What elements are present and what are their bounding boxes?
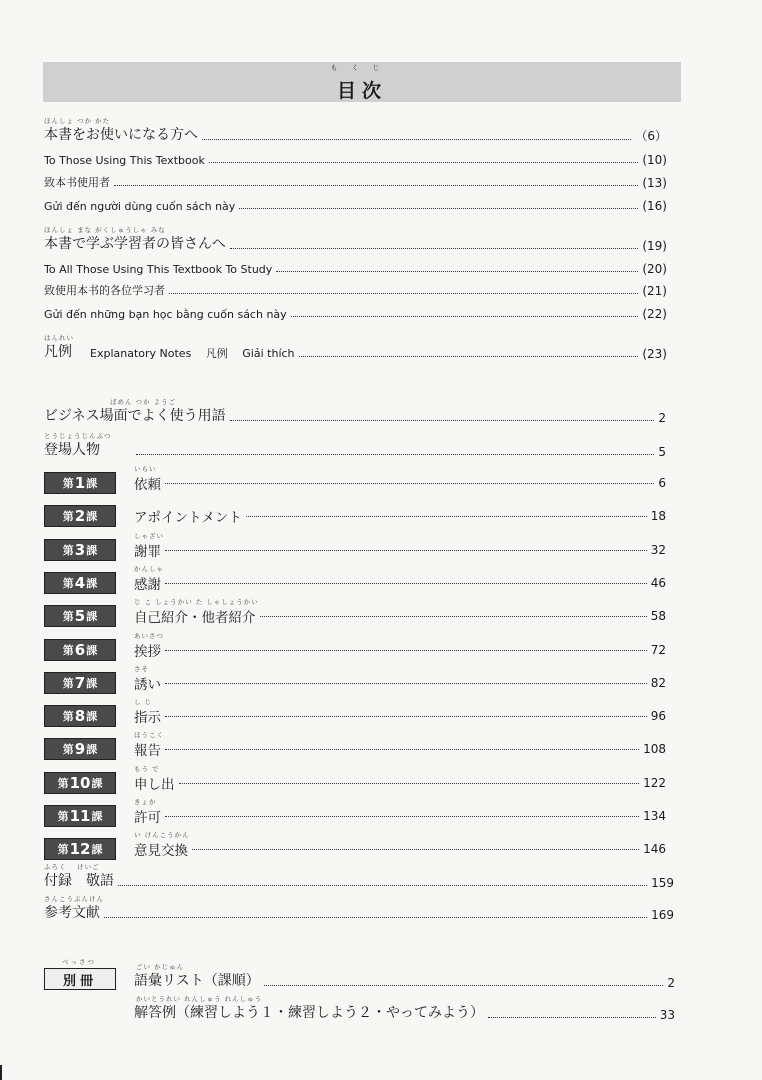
leader-dots [246, 516, 647, 517]
entry-page: 159 [651, 876, 674, 890]
lesson-entry-2[interactable] [44, 504, 666, 528]
lesson-ruby: しゃざい [134, 532, 164, 540]
entry-page: (13) [642, 176, 667, 190]
leader-dots [104, 917, 647, 918]
leader-dots [179, 783, 640, 784]
leader-dots [230, 248, 639, 249]
lesson-title: 意見交換 [134, 843, 188, 859]
lesson-badge [44, 572, 116, 594]
lesson-page: 32 [650, 543, 666, 557]
entry-page: (23) [642, 347, 667, 361]
lesson-badge [44, 639, 116, 661]
lesson-title: 感謝 [134, 577, 161, 593]
toc-entry[interactable] [44, 170, 667, 190]
leader-dots [209, 162, 639, 163]
entry-ruby: はんれい [44, 334, 74, 342]
lesson-suffix: 課 [86, 477, 98, 490]
lesson-entry-7[interactable] [44, 665, 666, 695]
lesson-badge [44, 738, 116, 760]
lesson-page: 108 [643, 742, 666, 756]
lesson-badge [44, 605, 116, 627]
lesson-number: 8 [74, 707, 86, 725]
entry-page: (22) [642, 307, 667, 321]
lesson-number: 6 [74, 641, 86, 659]
lesson-badge [44, 505, 116, 527]
lesson-page: 96 [650, 709, 666, 723]
lesson-badge [44, 838, 116, 860]
lesson-number: 12 [69, 840, 91, 858]
entry-page: (21) [642, 284, 667, 298]
lesson-suffix: 課 [86, 610, 98, 623]
leader-dots [165, 716, 647, 717]
lesson-prefix: 第 [57, 777, 69, 790]
leader-dots [260, 616, 647, 617]
lesson-title: 指示 [134, 710, 161, 726]
toc-entry[interactable] [44, 334, 667, 361]
lesson-suffix: 課 [91, 810, 103, 823]
lesson-entry-11[interactable] [44, 798, 666, 828]
leader-dots [165, 749, 639, 750]
lesson-number: 7 [74, 674, 86, 692]
lesson-suffix: 課 [86, 743, 98, 756]
entry-label: 本書をお使いになる方へ [44, 127, 198, 143]
lesson-prefix: 第 [62, 477, 74, 490]
lesson-page: 82 [650, 676, 666, 690]
lesson-title: 挨拶 [134, 644, 161, 660]
lesson-entry-4[interactable] [44, 565, 666, 595]
lesson-page: 122 [643, 776, 666, 790]
leader-dots [165, 483, 654, 484]
lesson-number: 2 [74, 507, 86, 525]
leader-dots [169, 293, 638, 294]
lesson-ruby: じ こ しょうかい た しゃしょうかい [134, 598, 259, 606]
leader-dots [202, 139, 631, 140]
page-title: 目次 [336, 80, 387, 102]
leader-dots [488, 1017, 656, 1018]
entry-label: 解答例（練習しよう１・練習しよう２・やってみよう） [134, 1005, 484, 1021]
lesson-entry-10[interactable] [44, 765, 666, 795]
leader-dots [299, 356, 639, 357]
lesson-suffix: 課 [86, 710, 98, 723]
lesson-prefix: 第 [62, 510, 74, 523]
bessatsu-ruby: べっさつ [62, 958, 96, 966]
lesson-number: 1 [74, 474, 86, 492]
lesson-prefix: 第 [57, 843, 69, 856]
entry-label: ビジネス場面でよく使う用語 [44, 408, 226, 424]
lesson-page: 18 [650, 509, 666, 523]
lesson-page: 134 [643, 809, 666, 823]
title-ruby: もくじ [330, 64, 394, 72]
lesson-ruby: ほうこく [134, 731, 164, 739]
entry-ruby: ほんしょ つか かた [44, 117, 111, 125]
entry-page: 2 [658, 411, 666, 425]
toc-entry[interactable] [44, 226, 667, 253]
toc-entry[interactable] [134, 963, 675, 990]
leader-dots [291, 316, 639, 317]
leader-dots [118, 885, 647, 886]
toc-entry[interactable] [44, 193, 667, 213]
lesson-badge [44, 772, 116, 794]
lesson-badge [44, 539, 116, 561]
leader-dots [165, 650, 647, 651]
entry-ruby: さんこうぶんけん [44, 895, 104, 903]
entry-label: 語彙リスト（課順） [134, 973, 260, 989]
lesson-number: 4 [74, 574, 86, 592]
lesson-page: 146 [643, 842, 666, 856]
entry-ruby: かいとうれい れんしゅう れんしゅう [136, 995, 263, 1003]
lesson-prefix: 第 [62, 644, 74, 657]
entry-label: 本書で学ぶ学習者の皆さんへ [44, 236, 226, 252]
lesson-suffix: 課 [91, 777, 103, 790]
lesson-suffix: 課 [91, 843, 103, 856]
entry-page: (16) [642, 199, 667, 213]
entry-ruby: ふろく けいご [44, 863, 100, 871]
entry-page: 5 [658, 445, 666, 459]
lesson-prefix: 第 [62, 677, 74, 690]
leader-dots [165, 816, 639, 817]
lesson-page: 58 [650, 609, 666, 623]
toc-entry[interactable] [44, 147, 667, 167]
lesson-number: 9 [74, 740, 86, 758]
lesson-title: 報告 [134, 743, 161, 759]
lesson-prefix: 第 [62, 610, 74, 623]
entry-page: (20) [642, 262, 667, 276]
lesson-badge [44, 705, 116, 727]
entry-label: 凡例 [44, 344, 72, 360]
toc-entry[interactable] [44, 256, 667, 276]
lesson-entry-9[interactable] [44, 731, 666, 761]
lesson-entry-3[interactable] [44, 532, 666, 562]
leader-dots [136, 454, 654, 455]
lesson-title: 依頼 [134, 477, 161, 493]
lesson-prefix: 第 [57, 810, 69, 823]
lesson-ruby: かんしゃ [134, 565, 164, 573]
leader-dots [165, 550, 647, 551]
entry-label: 致使用本书的各位学习者 [44, 284, 165, 297]
leader-dots [276, 271, 638, 272]
lesson-ruby: きょか [134, 798, 157, 806]
entry-label: 登場人物 [44, 442, 100, 458]
lesson-title: 誘い [134, 677, 161, 693]
lesson-suffix: 課 [86, 644, 98, 657]
lesson-page: 46 [650, 576, 666, 590]
lesson-prefix: 第 [62, 743, 74, 756]
leader-dots [239, 208, 638, 209]
entry-page: 33 [659, 1008, 675, 1022]
entry-page: (19) [642, 239, 667, 253]
lesson-prefix: 第 [62, 544, 74, 557]
lesson-title: アポイントメント [134, 510, 242, 526]
toc-entry[interactable] [44, 895, 674, 922]
entry-ruby: ごい かじゅん [136, 963, 185, 971]
lesson-entry-5[interactable] [44, 598, 666, 628]
lesson-suffix: 課 [86, 510, 98, 523]
lesson-title: 自己紹介・他者紹介 [134, 610, 256, 626]
lesson-prefix: 第 [62, 577, 74, 590]
leader-dots [230, 420, 655, 421]
entry-label: Gửi đến những bạn học bằng cuốn sách này [44, 308, 287, 321]
lesson-entry-1[interactable] [44, 465, 666, 495]
entry-label: 付録 敬語 [44, 873, 114, 889]
leader-dots [165, 583, 647, 584]
toc-entry[interactable] [44, 117, 667, 144]
lesson-badge [44, 672, 116, 694]
lesson-ruby: さそ [134, 665, 149, 673]
leader-dots [264, 985, 664, 986]
toc-entry[interactable] [44, 863, 674, 890]
lesson-prefix: 第 [62, 710, 74, 723]
lesson-number: 11 [69, 807, 91, 825]
entry-label: 参考文献 [44, 905, 100, 921]
entry-page: （6） [635, 129, 667, 143]
lesson-number: 10 [69, 774, 91, 792]
lesson-page: 72 [650, 643, 666, 657]
entry-label: Gửi đến người dùng cuốn sách này [44, 200, 236, 213]
bessatsu-badge: 別冊 [44, 968, 116, 990]
entry-page: 169 [651, 908, 674, 922]
leader-dots [114, 185, 638, 186]
entry-page: (10) [642, 153, 667, 167]
entry-extra: Explanatory Notes 凡例 Giải thích [90, 347, 295, 360]
lesson-ruby: い けんこうかん [134, 831, 190, 839]
lesson-entry-8[interactable] [44, 698, 666, 728]
page-edge-mark [0, 1065, 2, 1080]
lesson-title: 申し出 [134, 777, 175, 793]
entry-label: To Those Using This Textbook [44, 154, 205, 167]
lesson-ruby: もう で [134, 765, 160, 773]
toc-entry[interactable] [44, 398, 666, 425]
toc-entry[interactable] [44, 432, 666, 459]
lesson-badge [44, 472, 116, 494]
toc-entry[interactable] [44, 278, 667, 298]
entry-ruby: ばめん つか ようご [110, 398, 177, 406]
lesson-entry-6[interactable] [44, 632, 666, 662]
lesson-ruby: いらい [134, 465, 157, 473]
lesson-badge [44, 805, 116, 827]
entry-label: 致本书使用者 [44, 176, 110, 189]
title-bar [43, 62, 681, 102]
entry-label: To All Those Using This Textbook To Study [44, 263, 273, 276]
lesson-suffix: 課 [86, 577, 98, 590]
lesson-suffix: 課 [86, 544, 98, 557]
entry-ruby: とうじょうじんぶつ [44, 432, 112, 440]
lesson-page: 6 [658, 476, 666, 490]
toc-entry[interactable] [44, 301, 667, 321]
lesson-entry-12[interactable] [44, 831, 666, 861]
lesson-title: 許可 [134, 810, 161, 826]
lesson-number: 5 [74, 607, 86, 625]
lesson-ruby: あいさつ [134, 632, 164, 640]
lesson-ruby: し じ [134, 698, 153, 706]
lesson-number: 3 [74, 541, 86, 559]
leader-dots [192, 849, 639, 850]
entry-page: 2 [667, 976, 675, 990]
lesson-title: 謝罪 [134, 544, 161, 560]
lesson-suffix: 課 [86, 677, 98, 690]
leader-dots [165, 683, 647, 684]
toc-entry[interactable] [134, 995, 675, 1022]
entry-ruby: ほんしょ まな がくしゅうしゃ みな [44, 226, 166, 234]
